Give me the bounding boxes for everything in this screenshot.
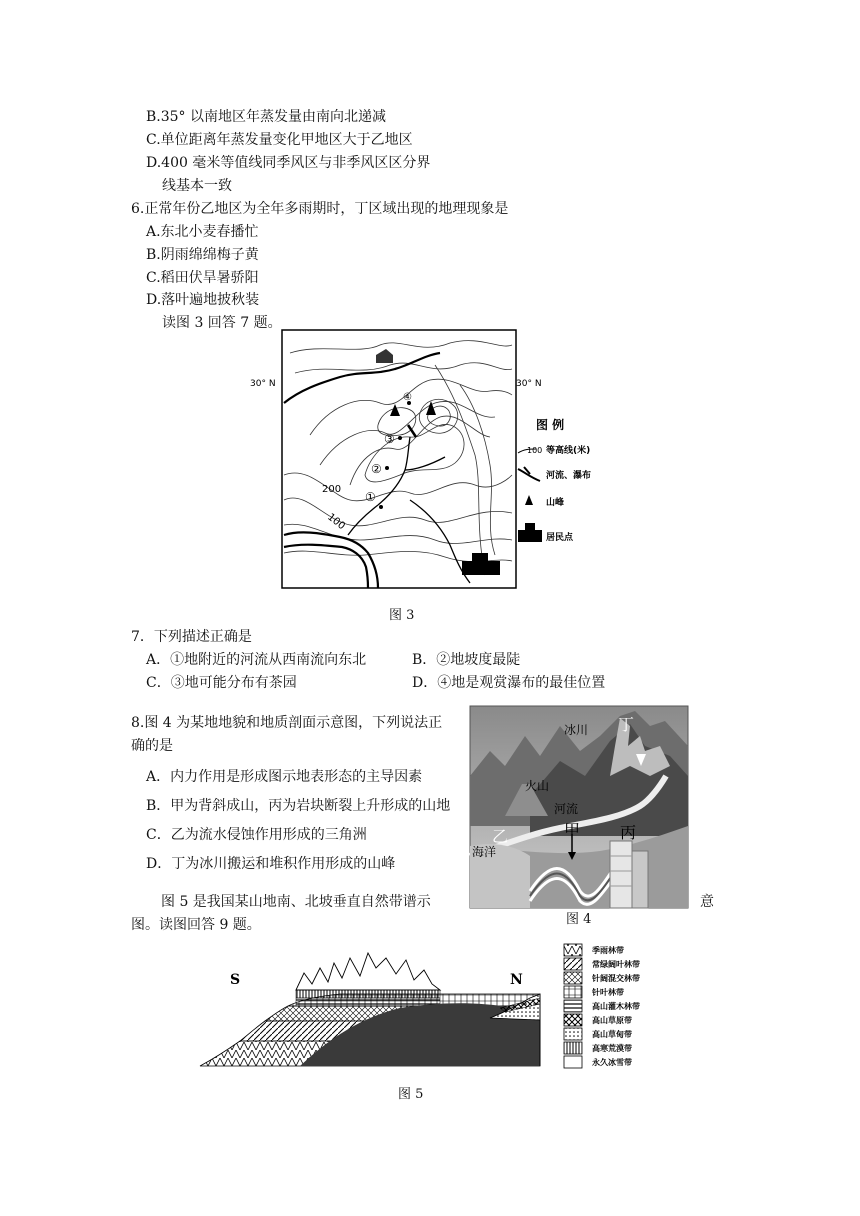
figure-4-landform-section	[470, 706, 688, 908]
q6-option-a: A.东北小麦春播忙	[146, 224, 259, 240]
legend-title: 图 例	[536, 418, 565, 432]
q8-option-a: A．内力作用是形成图示地表形态的主导因素	[146, 769, 423, 785]
figure-3-caption: 图 3	[389, 608, 415, 623]
q7-lead: 读图 3 回答 7 题。	[162, 315, 282, 331]
q8-stem-continued: 确的是	[131, 738, 173, 754]
fig4-label-jia: 甲	[564, 821, 581, 840]
q7-option-a: A．①地附近的河流从西南流向东北	[146, 652, 367, 668]
marker-2: ②	[371, 462, 382, 476]
legend-river: 河流、瀑布	[546, 471, 592, 481]
contour-label-200: 200	[322, 484, 342, 495]
fig5-legend-4: 高山灌木林带	[592, 1002, 640, 1011]
contour-label-100: 100	[325, 511, 347, 533]
fig4-label-yi: 乙	[492, 827, 509, 846]
figure-5-vertical-zones	[200, 938, 680, 1078]
q9-lead: 图 5 是我国某山地南、北坡垂直自然带谱示	[161, 894, 431, 910]
fig5-label-n: N	[510, 972, 523, 988]
figure-5-caption: 图 5	[398, 1087, 424, 1102]
fig4-label-bing: 丙	[620, 823, 637, 842]
fig5-legend-8: 永久冰雪带	[592, 1058, 632, 1067]
fig5-legend-6: 高山草甸带	[592, 1030, 632, 1039]
q7-option-d: D．④地是观赏瀑布的最佳位置	[412, 675, 606, 691]
q9-lead-tail: 意	[700, 894, 714, 910]
q9-lead-continued: 图。读图回答 9 题。	[131, 917, 261, 933]
fig4-label-glacier: 冰川	[564, 723, 589, 737]
q6-stem: 6.正常年份乙地区为全年多雨期时，丁区域出现的地理现象是	[131, 201, 509, 217]
q7-option-b: B．②地坡度最陡	[412, 652, 521, 668]
q6-option-b: B.阴雨绵绵梅子黄	[146, 247, 259, 263]
figure-3-contour-map	[250, 325, 592, 595]
fig5-legend-2: 针阔混交林带	[592, 974, 640, 983]
q7-stem: 7．下列描述正确是	[131, 629, 252, 645]
q8-option-b: B．甲为背斜成山，丙为岩块断裂上升形成的山地	[146, 798, 451, 814]
lat-label-right: 30° N	[516, 379, 542, 389]
q8-option-c: C．乙为流水侵蚀作用形成的三角洲	[146, 827, 367, 843]
q8-option-d: D．丁为冰川搬运和堆积作用形成的山峰	[146, 856, 396, 872]
legend-contour-value: 100	[527, 446, 543, 455]
q8-stem: 8.图 4 为某地地貌和地质剖面示意图，下列说法正	[131, 715, 443, 731]
q5-option-c: C.单位距离年蒸发量变化甲地区大于乙地区	[146, 132, 413, 148]
figure-4-caption: 图 4	[566, 912, 592, 927]
fig5-legend-0: 季雨林带	[592, 946, 624, 955]
fig4-label-ding: 丁	[618, 715, 635, 734]
q6-option-c: C.稻田伏旱暑骄阳	[146, 270, 259, 286]
marker-1: ①	[365, 490, 376, 504]
q6-option-d: D.落叶遍地披秋装	[146, 292, 260, 308]
fig5-legend-3: 针叶林带	[592, 988, 624, 997]
fig4-label-volcano: 火山	[525, 779, 550, 793]
q5-option-d-continued: 线基本一致	[162, 178, 232, 194]
q5-option-d: D.400 毫米等值线同季风区与非季风区区分界	[146, 155, 431, 171]
q5-option-b: B.35° 以南地区年蒸发量由南向北递减	[146, 109, 387, 125]
marker-4: ④	[403, 392, 412, 403]
fig4-label-river: 河流	[554, 802, 579, 816]
fig5-legend-5: 高山草原带	[592, 1016, 632, 1025]
legend-settlement: 居民点	[546, 533, 574, 543]
legend-contour: 等高线(米)	[546, 446, 591, 456]
fig5-legend-1: 常绿阔叶林带	[592, 960, 640, 969]
marker-3: ③	[384, 432, 395, 446]
fig5-label-s: S	[230, 972, 241, 988]
legend-peak: 山峰	[546, 498, 565, 508]
q7-option-c: C．③地可能分布有茶园	[146, 675, 297, 691]
fig4-label-ocean: 海洋	[472, 845, 497, 859]
lat-label-left: 30° N	[250, 379, 276, 389]
fig5-legend-7: 高寒荒漠带	[592, 1044, 632, 1053]
